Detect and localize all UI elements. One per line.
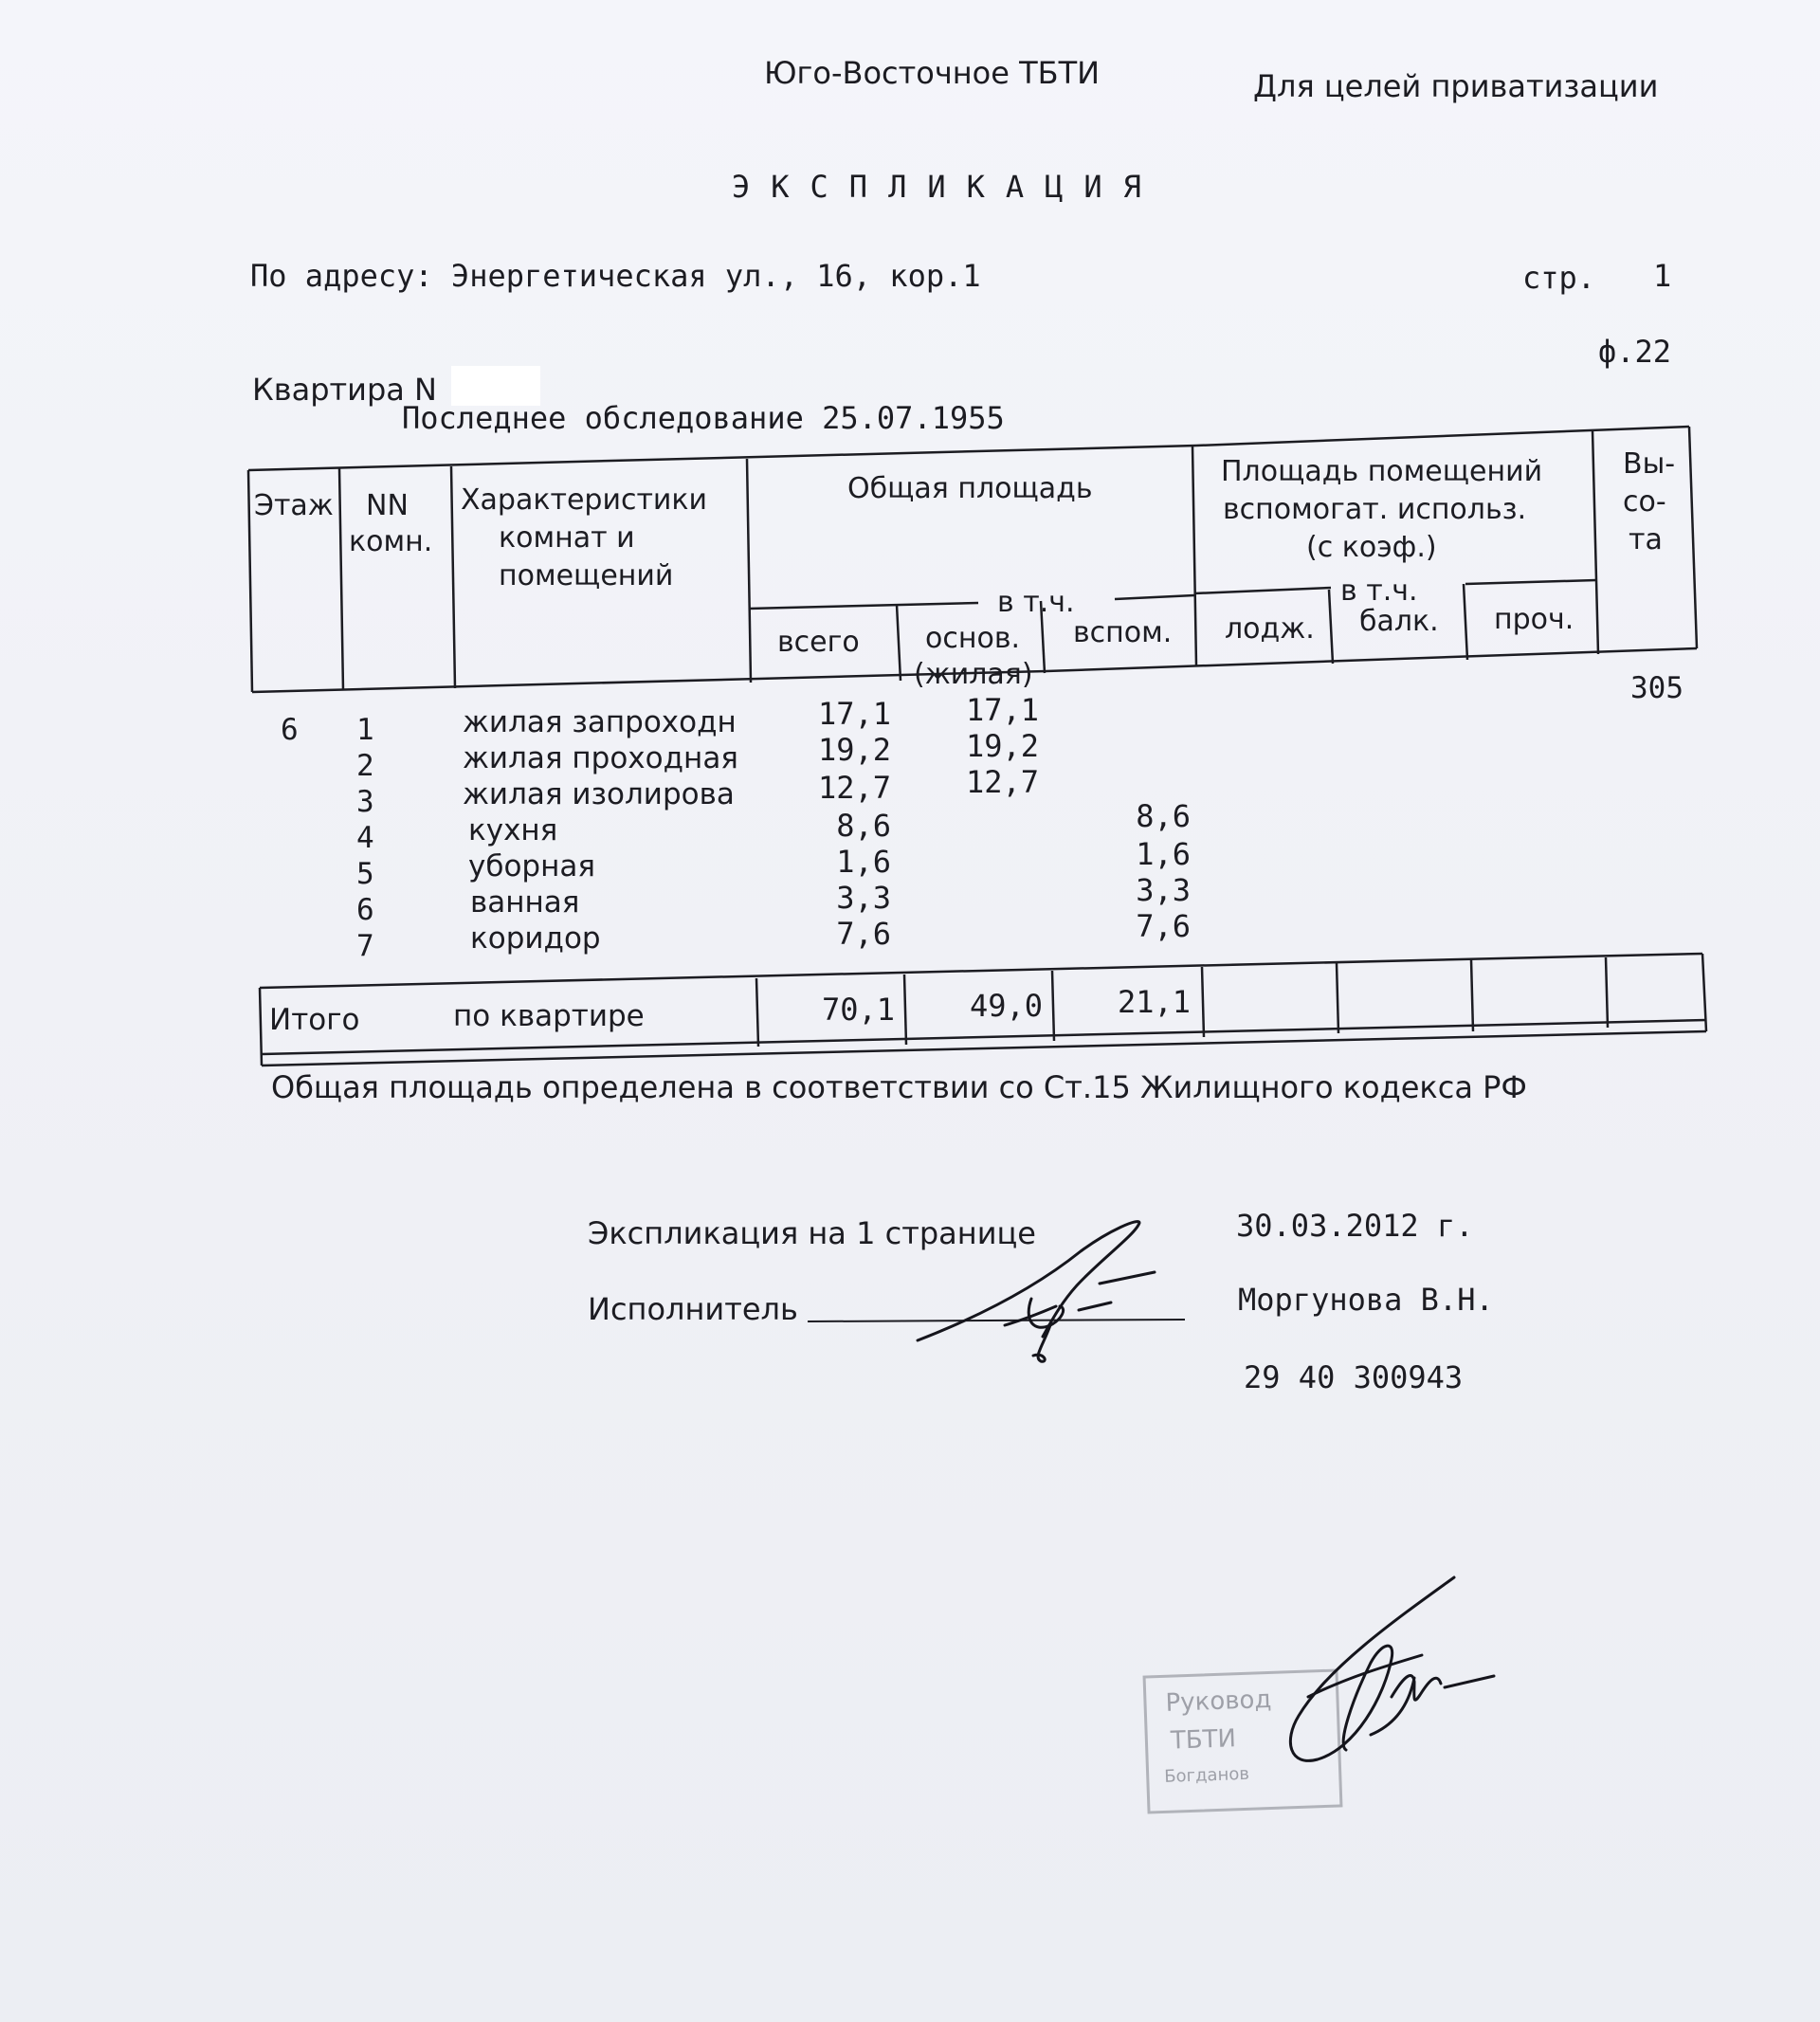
row-no: 2 xyxy=(356,749,374,783)
row-no: 4 xyxy=(356,821,374,855)
row-total: 8,6 xyxy=(836,808,891,844)
totals-main: 49,0 xyxy=(969,988,1043,1024)
header-room-no-1: NN xyxy=(366,489,409,522)
address: По адресу: Энергетическая ул., 16, кор.1 xyxy=(250,258,981,294)
row-aux: 7,6 xyxy=(1136,908,1191,944)
header-main-1: основ. xyxy=(925,622,1021,655)
page-label: стр. xyxy=(1522,260,1596,296)
header-loggia: лодж. xyxy=(1225,612,1315,646)
executor-label: Исполнитель xyxy=(588,1291,798,1327)
purpose: Для целей приватизации xyxy=(1253,68,1659,104)
row-no: 3 xyxy=(356,785,374,819)
row-aux: 3,3 xyxy=(1136,872,1191,908)
row-name: уборная xyxy=(468,849,596,883)
totals-label: Итого xyxy=(269,1003,360,1037)
header-floor: Этаж xyxy=(254,489,334,522)
row-total: 7,6 xyxy=(836,916,891,952)
row-no: 6 xyxy=(356,893,374,927)
row-name: ванная xyxy=(470,885,580,920)
row-total: 1,6 xyxy=(836,844,891,880)
totals-label-2: по квартире xyxy=(453,999,645,1033)
header-main-2: (жилая) xyxy=(914,658,1033,691)
totals-aux: 21,1 xyxy=(1117,984,1191,1020)
head-signature xyxy=(1251,1564,1536,1792)
row-name: коридор xyxy=(470,921,601,956)
height-value: 305 xyxy=(1630,671,1684,705)
floor-value: 6 xyxy=(281,713,299,747)
header-char-1: Характеристики xyxy=(461,483,708,517)
organization: Юго-Восточное ТБТИ xyxy=(764,55,1101,91)
row-total: 17,1 xyxy=(817,696,891,732)
row-name: жилая изолирова xyxy=(463,777,735,811)
row-no: 7 xyxy=(356,929,374,963)
header-height-1: Вы- xyxy=(1623,447,1676,481)
row-name: кухня xyxy=(468,813,558,847)
registration-code: 29 40 300943 xyxy=(1244,1359,1464,1395)
totals-total: 70,1 xyxy=(821,992,895,1028)
row-total: 12,7 xyxy=(817,770,891,806)
row-main: 12,7 xyxy=(965,764,1039,800)
form-number: ф.22 xyxy=(1598,334,1672,370)
row-no: 5 xyxy=(356,857,374,891)
stamp-line-1: Руковод xyxy=(1165,1685,1272,1718)
apartment-label: Квартира N xyxy=(252,372,437,408)
header-incl: в т.ч. xyxy=(997,586,1075,619)
header-char-3: помещений xyxy=(499,559,674,592)
row-aux: 8,6 xyxy=(1136,798,1191,834)
header-total: всего xyxy=(777,626,860,659)
row-main: 19,2 xyxy=(965,728,1039,764)
row-name: жилая проходная xyxy=(463,741,738,775)
row-aux: 1,6 xyxy=(1136,836,1191,872)
header-height-3: та xyxy=(1629,523,1663,556)
executor-name: Моргунова В.Н. xyxy=(1238,1282,1494,1318)
last-survey: Последнее обследование 25.07.1955 xyxy=(402,400,1005,436)
stamp-line-2: ТБТИ xyxy=(1170,1724,1237,1756)
header-aux: вспом. xyxy=(1073,616,1173,649)
header-aux-area-3: (с коэф.) xyxy=(1306,531,1437,564)
document-title: ЭКСПЛИКАЦИЯ xyxy=(732,169,1162,205)
header-incl-2: в т.ч. xyxy=(1340,574,1418,608)
signed-date: 30.03.2012 г. xyxy=(1236,1208,1474,1244)
row-main: 17,1 xyxy=(965,692,1039,728)
row-name: жилая запроходн xyxy=(463,705,737,739)
row-total: 3,3 xyxy=(836,880,891,916)
header-aux-area-2: вспомогат. использ. xyxy=(1223,493,1527,526)
stamp-line-3: Богданов xyxy=(1163,1763,1250,1787)
header-char-2: комнат и xyxy=(499,521,635,555)
header-aux-area-1: Площадь помещений xyxy=(1221,455,1543,488)
area-note: Общая площадь определена в соответствии со Ст.15 Жилищного кодекса РФ xyxy=(271,1069,1527,1105)
executor-signature xyxy=(891,1213,1194,1384)
header-total-area: Общая площадь xyxy=(847,472,1093,505)
header-room-no-2: комн. xyxy=(349,525,433,558)
header-other: проч. xyxy=(1494,603,1574,636)
row-no: 1 xyxy=(356,713,374,747)
pages-count: Экспликация на 1 странице xyxy=(588,1215,1036,1251)
page-number: 1 xyxy=(1653,258,1672,294)
header-balcony: балк. xyxy=(1359,605,1439,638)
row-total: 19,2 xyxy=(817,732,891,768)
header-height-2: со- xyxy=(1623,485,1666,519)
